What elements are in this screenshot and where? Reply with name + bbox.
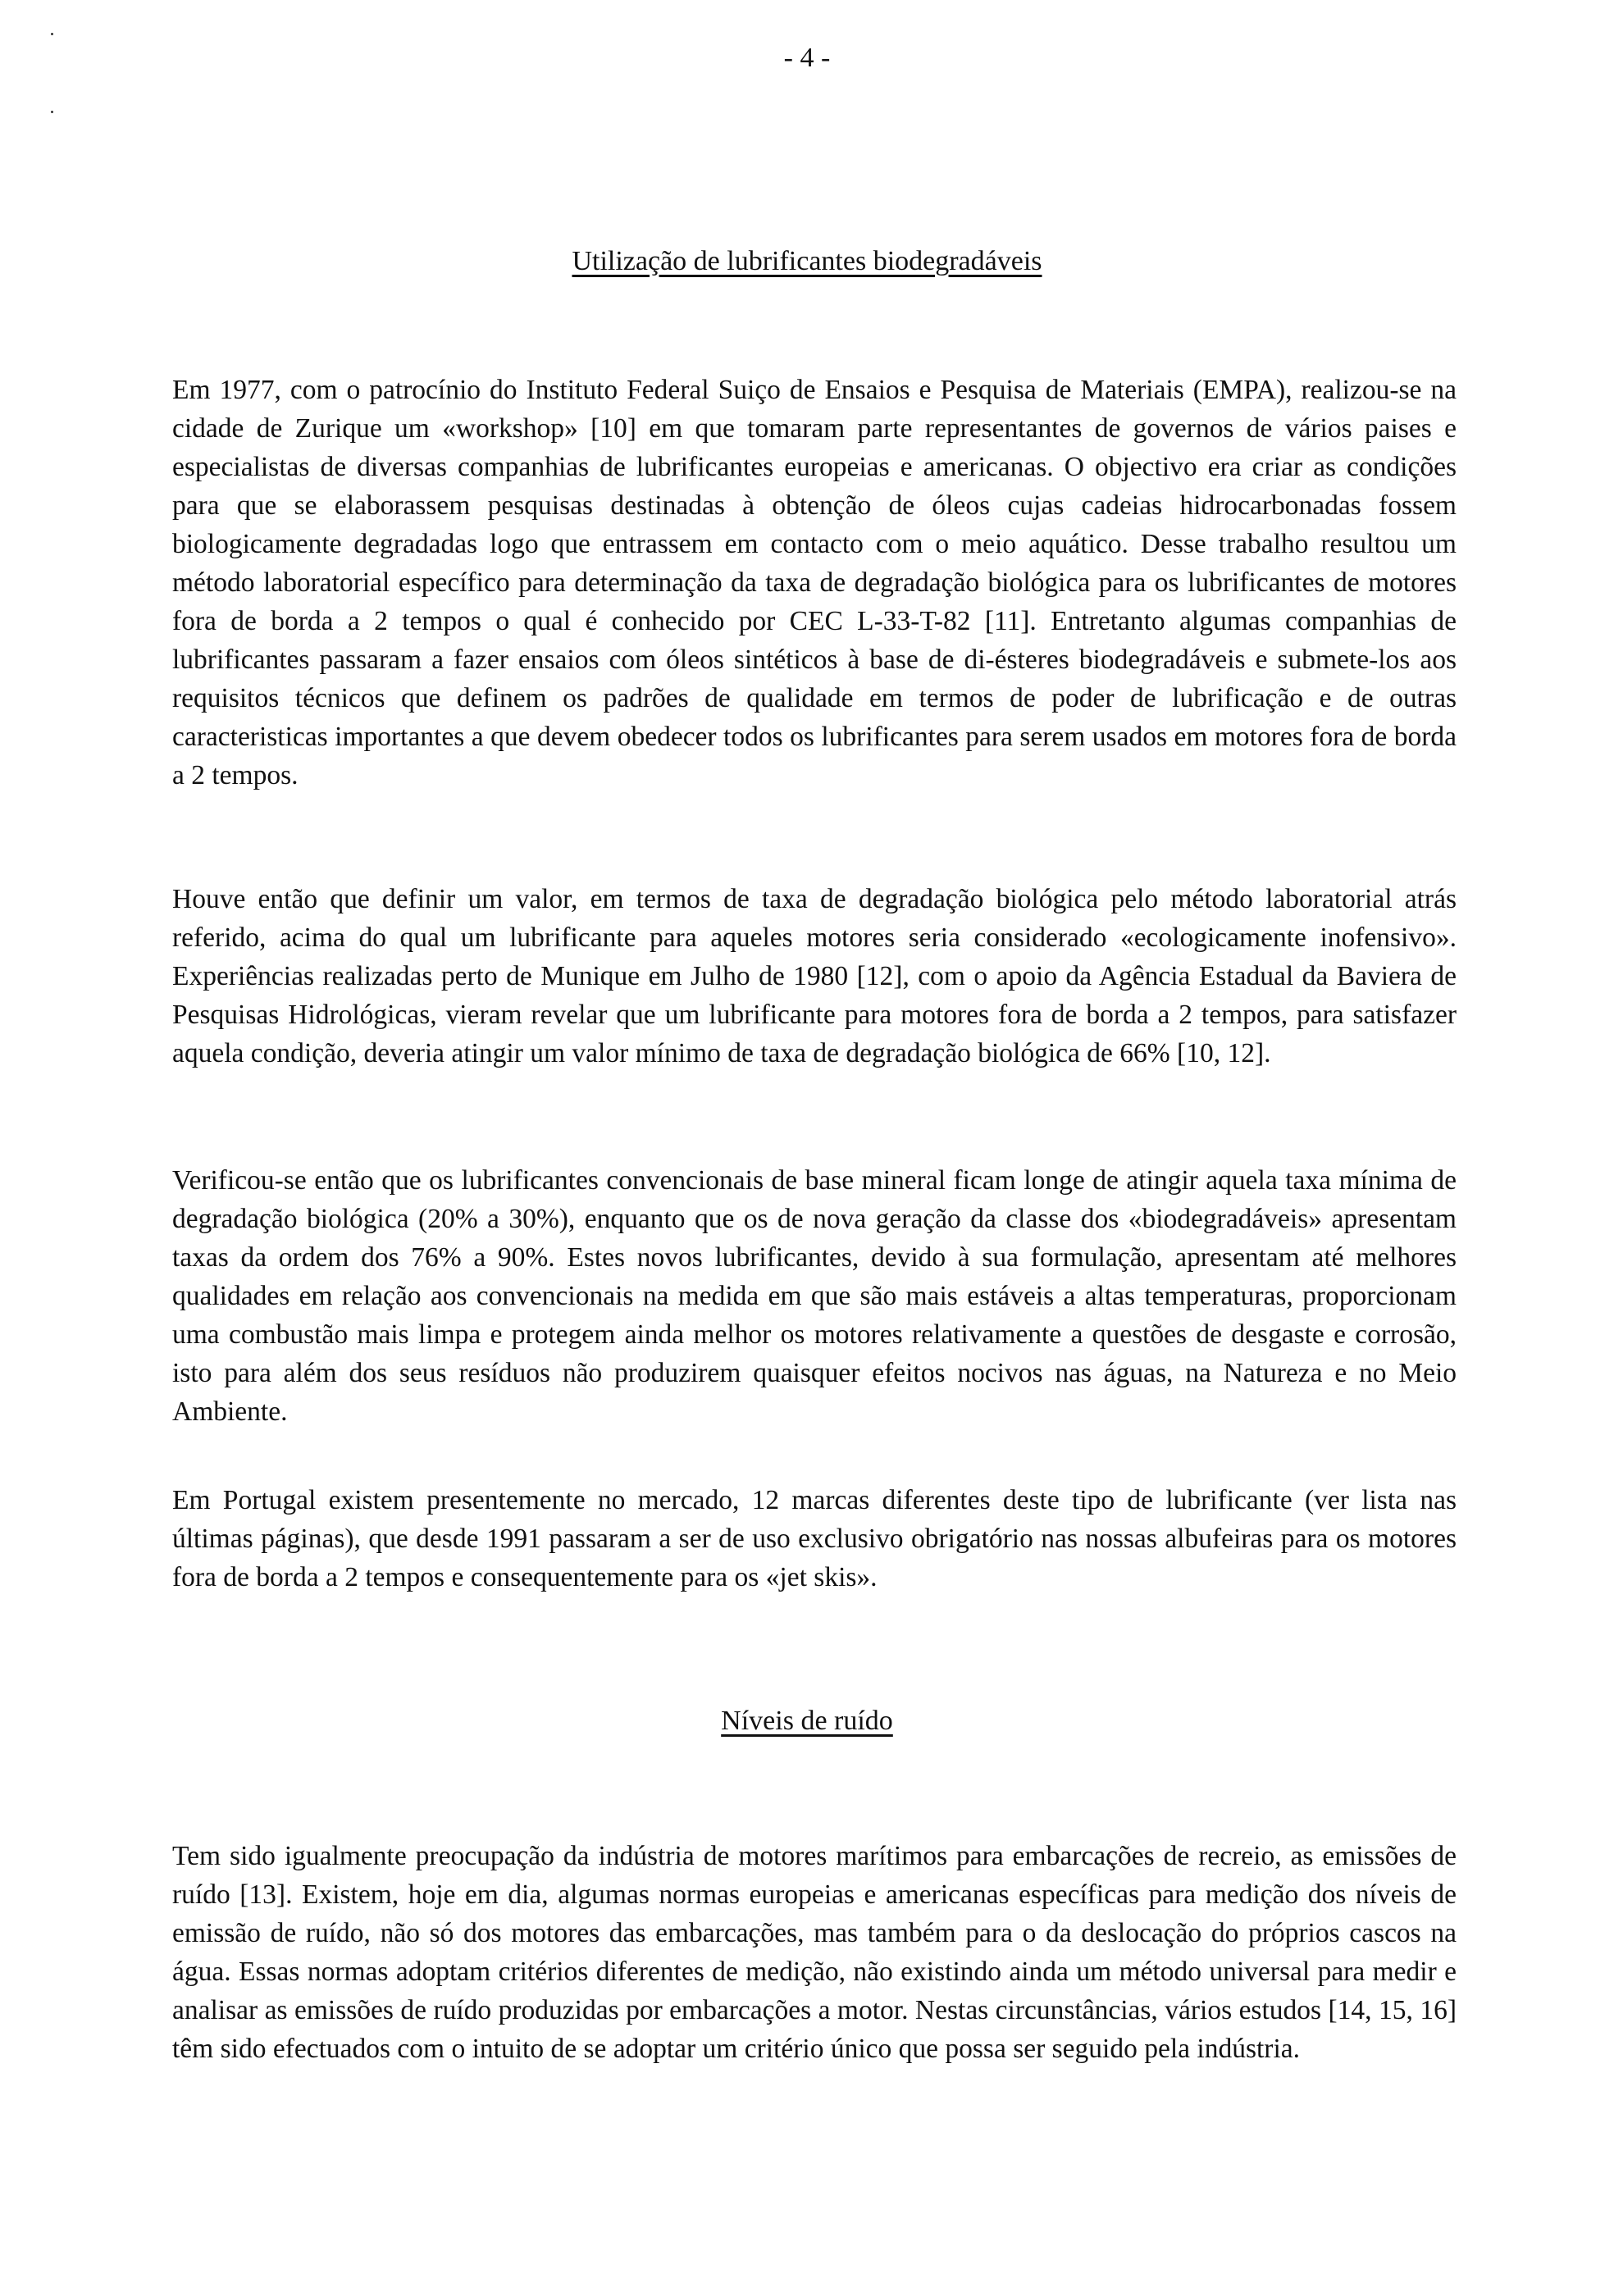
paragraph: Verificou-se então que os lubrificantes convencionais de base mineral ficam longe de atingir aquela taxa mínima de degradação biológica (20% a 30%), enquanto que os de nova geração da classe dos «biodegradáveis» apresentam taxas da ordem dos 76% a 90%. Estes novos lubrificantes, devido à sua formulação, apresentam até melhores qualidades em relação aos convencionais na medida em que são mais estáveis a altas temperaturas, proporcionam uma combustão mais limpa e protegem ainda melhor os motores relativamente a questões de desgaste e corrosão, isto para além dos seus resíduos não produzirem quaisquer efeitos nocivos nas águas, na Natureza e no Meio Ambiente. (172, 1165, 1457, 1427)
paragraph: Houve então que definir um valor, em termos de taxa de degradação biológica pelo método laboratorial atrás referido, acima do qual um lubrificante para aqueles motores seria considerado «ecologicamente inofensivo». Experiências realizadas perto de Munique em Julho de 1980 [12], com o apoio da Agência Estadual da Baviera de Pesquisas Hidrológicas, vieram revelar que um lubrificante para motores fora de borda a 2 tempos, para satisfazer aquela condição, deveria atingir um valor mínimo de taxa de degradação biológica de 66% [10, 12]. (172, 884, 1457, 1068)
paragraph: Em 1977, com o patrocínio do Instituto Federal Suiço de Ensaios e Pesquisa de Materiais (EMPA), realizou-se na cidade de Zurique um «workshop» [10] em que tomaram parte representantes de governos de vários paises e especialistas de diversas companhias de lubrificantes europeias e americanas. O objectivo era criar as condições para que se elaborassem pesquisas destinadas à obtenção de óleos cujas cadeias hidrocarbonadas fossem biologicamente degradadas logo que entrassem em contacto com o meio aquático. Desse trabalho resultou um método laboratorial específico para determinação da taxa de degradação biológica para os lubrificantes de motores fora de borda a 2 tempos o qual é conhecido por CEC L-33-T-82 [11]. Entretanto algumas companhias de lubrificantes passaram a fazer ensaios com óleos sintéticos à base de di-ésteres biodegradáveis e submete-los aos requisitos técnicos que definem os padrões de qualidade em termos de poder de lubrificação e de outras caracteristicas importantes a que devem obedecer todos os lubrificantes para serem usados em motores fora de borda a 2 tempos. (172, 375, 1457, 790)
paragraph: Tem sido igualmente preocupação da indústria de motores marítimos para embarcações de recreio, as emissões de ruído [13]. Existem, hoje em dia, algumas normas europeias e americanas específicas para medição dos níveis de emissão de ruído, não só dos motores das embarcações, mas também para o da deslocação do próprios cascos na água. Essas normas adoptam critérios diferentes de medição, não existindo ainda um método universal para medir e analisar as emissões de ruído produzidas por embarcações a motor. Nestas circunstâncias, vários estudos [14, 15, 16] têm sido efectuados com o intuito de se adoptar um critério único que possa ser seguido pela indústria. (172, 1841, 1457, 2064)
section-heading-biodegradable-lubricants: Utilização de lubrificantes biodegradáveis (572, 246, 1042, 276)
section-heading-noise-levels: Níveis de ruído (721, 1706, 893, 1736)
scan-speck (51, 33, 53, 35)
page-number: - 4 - (783, 43, 831, 73)
paragraph: Em Portugal existem presentemente no mercado, 12 marcas diferentes deste tipo de lubrificante (ver lista nas últimas páginas), que desde 1991 passaram a ser de uso exclusivo obrigatório nas nossas albufeiras para os motores fora de borda a 2 tempos e consequentemente para os «jet skis». (172, 1485, 1457, 1592)
scan-speck (51, 111, 53, 113)
